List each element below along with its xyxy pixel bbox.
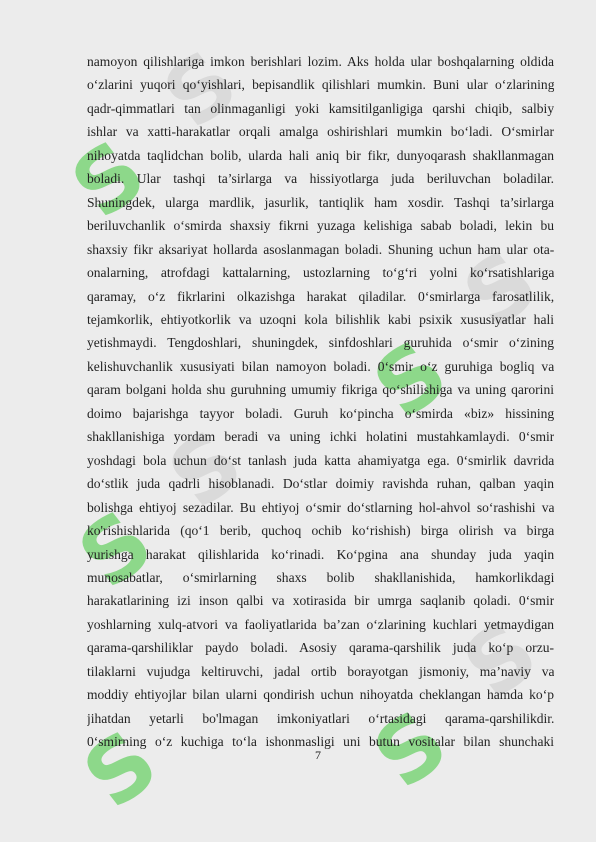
watermark-mark-faded: S — [445, 231, 557, 349]
watermark-mark: S — [355, 691, 467, 809]
body-text — [87, 50, 557, 754]
text-line: qadr-qimmatlari tan olinmaganligi yoki kamsitilganligiga qarshi chiqib, salbiy — [87, 100, 554, 116]
text-line: Shuningdek, ularga mardlik, jasurlik, tantiqlik ham xosdir. Tashqi ta’sirlarga — [87, 194, 554, 210]
text-line: yoshdagi bola uchun do‘st tanlash juda katta ahamiyatga ega. 0‘smirlik davrida — [87, 452, 554, 468]
watermark-mark-faded: S — [145, 31, 257, 149]
watermark-mark-faded: S — [150, 411, 262, 529]
text-line: nihoyatda taqlidchan bolib, ularda hali aniq bir fikr, dunyoqarash shakllanmagan — [87, 147, 554, 163]
page-number: 7 — [315, 748, 321, 762]
text-line: onalarning, atrofdagi kattalarning, ustozlarning to‘g‘ri yolni ko‘rsatishlariga — [87, 265, 554, 281]
text-line: kelishuvchanlik xususiyati bilan namoyon boladi. 0‘smir o‘z guruhiga bogliq va — [87, 358, 554, 374]
watermark-mark: S — [60, 491, 172, 609]
text-line: qaramay, o‘z fikrlarini olkazishga harakat qiladilar. 0‘smirlarga farosatlilik, — [87, 288, 554, 304]
text-line: namoyon qilishlariga imkon berishlari lozim. Aks holda ular boshqalarning oldida — [87, 54, 554, 69]
text-line: tilaklarni vujudga keltiruvchi, jadal ortib borayotgan jismoniy, ma’naviy va — [87, 663, 554, 679]
watermark-mark: S — [53, 121, 165, 239]
watermark-mark-faded: S — [445, 601, 557, 719]
text-line: yoshlarning xulq-atvori va faoliyatlarida ba’zan o‘zlarining kuchlari yetmaydigan — [87, 616, 554, 632]
text-line: ishlar va xatti-harakatlar orqali amalga oshirishlari mumkin bo‘ladi. O‘smirlar — [87, 124, 554, 140]
watermark-mark: S — [65, 711, 177, 829]
text-line: bolishga ehtiyoj sezadilar. Bu ehtiyoj o‘smir do‘stlarning hol-ahvol so‘rashishi va — [87, 499, 554, 515]
text-line: doimo bajarishga tayyor boladi. Guruh ko‘pincha o‘smirda «biz» hissining — [87, 405, 554, 421]
text-line: shakllanishiga yordam beradi va uning ichki holatini mustahkamlaydi. 0‘smir — [87, 429, 554, 445]
text-line: boladi. Ular tashqi ta’sirlarga va hissiyotlarga juda beriluvchan boladilar. — [87, 171, 554, 187]
text-line: munosabatlar, o‘smirlarning shaxs bolib shakllanishida, hamkorlikdagi — [87, 569, 554, 585]
text-line: o‘zlarini yuqori qo‘yishlari, bepisandlik qilishlari mumkin. Buni ular o‘zlarining — [87, 77, 554, 93]
text-line: harakatlarining izi inson qalbi va xotirasida bir umrga saqlanib qoladi. 0‘smir — [87, 593, 554, 609]
text-line: qaram bolgani holda shu guruhning umumiy fikriga qo‘shilishiga va uning qarorini — [87, 382, 554, 398]
text-line: shaxsiy fikr aksariyat hollarda asoslanmagan boladi. Shuning uchun ham ular ota- — [87, 241, 554, 257]
text-line: qarama-qarshiliklar paydo boladi. Asosiy qarama-qarshilik juda ko‘p orzu- — [87, 640, 554, 656]
text-line: yurishga harakat qilishlarida ko‘rinadi. Ko‘pgina ana shunday juda yaqin — [87, 546, 554, 562]
text-line: ko'rishishlarida (qo‘1 berib, quchoq ochib ko‘rishish) birga olirish va birga — [87, 523, 554, 539]
text-line: yetishmaydi. Tengdoshlari, shuningdek, sinfdoshlari guruhida o‘smir o‘zining — [87, 335, 554, 351]
text-line: do‘stlik juda qadrli hisoblanadi. Do‘stlar doimiy ravishda ruhan, qalban yaqin — [87, 476, 554, 492]
text-line: tejamkorlik, ehtiyotkorlik va uzoqni kola bilishlik kabi psixik xususiyatlar hali — [87, 311, 554, 327]
text-line: 0‘smirning o‘z kuchiga to‘la ishonmasligi uni butun vositalar bilan shunchaki — [87, 734, 554, 750]
text-line: jihatdan yetarli bo'lmagan imkoniyatlari o‘rtasidagi qarama-qarshilikdir. — [87, 710, 554, 726]
watermark-mark: S — [355, 321, 467, 439]
text-line: moddiy ehtiyojlar bilan ularni qondirish uchun nihoyatda cheklangan hamda ko‘p — [87, 687, 554, 703]
text-line: beriluvchanlik o‘smirda shaxsiy fikrni yuzaga kelishiga sabab boladi, lekin bu — [87, 218, 554, 234]
